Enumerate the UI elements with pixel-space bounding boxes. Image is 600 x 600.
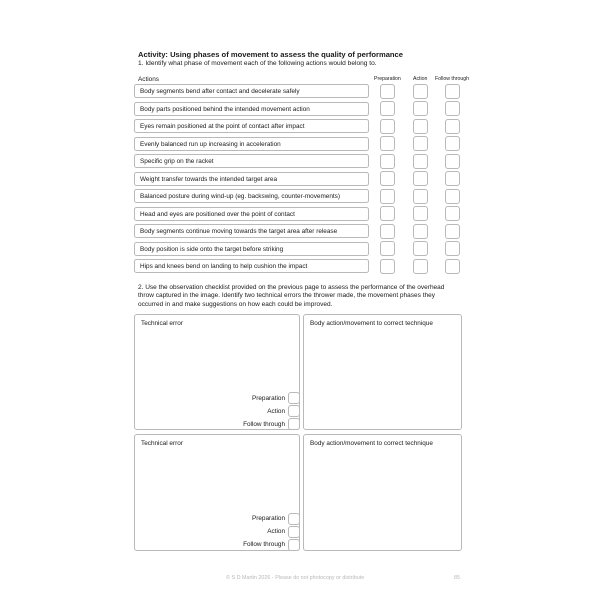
copyright-notice: © S D Martin 2026 - Please do not photocopy or distribute <box>226 575 365 581</box>
action-row: Balanced posture during wind-up (eg. backswing, counter-movements) <box>134 189 369 203</box>
preparation-checkbox[interactable] <box>380 119 395 134</box>
action-checkbox[interactable] <box>413 206 428 221</box>
follow-through-checkbox[interactable] <box>445 259 460 274</box>
panel2-follow-through-checkbox[interactable] <box>288 539 300 551</box>
follow-through-checkbox[interactable] <box>445 119 460 134</box>
action-checkbox[interactable] <box>413 119 428 134</box>
action-checkbox[interactable] <box>413 136 428 151</box>
action-row: Evenly balanced run up increasing in acceleration <box>134 137 369 151</box>
action-row: Body segments bend after contact and decelerate safely <box>134 84 369 98</box>
action-checkbox[interactable] <box>413 189 428 204</box>
technical-error-label-1: Technical error <box>141 320 183 327</box>
actions-header: Actions <box>138 76 159 83</box>
action-row: Weight transfer towards the intended target area <box>134 172 369 186</box>
action-row: Body parts positioned behind the intended movement action <box>134 102 369 116</box>
activity-instruction: 1. Identify what phase of movement each of the following actions would belong to. <box>138 60 377 67</box>
preparation-checkbox[interactable] <box>380 241 395 256</box>
action-checkbox[interactable] <box>413 259 428 274</box>
action-checkbox[interactable] <box>413 154 428 169</box>
phase-label-action-1: Action <box>267 408 285 415</box>
action-checkbox[interactable] <box>413 84 428 99</box>
preparation-checkbox[interactable] <box>380 136 395 151</box>
header-follow-through: Follow through <box>435 76 470 82</box>
correction-panel-2[interactable] <box>303 434 462 551</box>
preparation-checkbox[interactable] <box>380 84 395 99</box>
preparation-checkbox[interactable] <box>380 224 395 239</box>
technical-error-panel-2[interactable] <box>134 434 300 551</box>
header-action: Action <box>413 76 428 82</box>
follow-through-checkbox[interactable] <box>445 154 460 169</box>
phase-label-action-2: Action <box>267 528 285 535</box>
correction-label-2: Body action/movement to correct technique <box>310 440 433 447</box>
preparation-checkbox[interactable] <box>380 171 395 186</box>
correction-panel-1[interactable] <box>303 314 462 430</box>
preparation-checkbox[interactable] <box>380 101 395 116</box>
preparation-checkbox[interactable] <box>380 154 395 169</box>
panel1-preparation-checkbox[interactable] <box>288 392 300 404</box>
follow-through-checkbox[interactable] <box>445 206 460 221</box>
panel2-preparation-checkbox[interactable] <box>288 513 300 525</box>
action-checkbox[interactable] <box>413 224 428 239</box>
panel1-action-checkbox[interactable] <box>288 405 300 417</box>
technical-error-panel-1[interactable] <box>134 314 300 430</box>
header-preparation: Preparation <box>374 76 401 82</box>
action-row: Body position is side onto the target before striking <box>134 242 369 256</box>
phase-label-follow-through-1: Follow through <box>243 421 285 428</box>
follow-through-checkbox[interactable] <box>445 171 460 186</box>
correction-label-1: Body action/movement to correct technique <box>310 320 433 327</box>
preparation-checkbox[interactable] <box>380 259 395 274</box>
question-2-text: 2. Use the observation checklist provided on the previous page to assess the performance of the overhead throw captured in the image. Identify two technical errors the thrower made, the movement phases they occurred in and make suggestions on how each could be improved. <box>138 284 445 308</box>
action-checkbox[interactable] <box>413 171 428 186</box>
activity-title: Activity: Using phases of movement to assess the quality of performance <box>138 50 404 59</box>
preparation-checkbox[interactable] <box>380 189 395 204</box>
phase-label-follow-through-2: Follow through <box>243 541 285 548</box>
follow-through-checkbox[interactable] <box>445 241 460 256</box>
follow-through-checkbox[interactable] <box>445 84 460 99</box>
action-row: Head and eyes are positioned over the point of contact <box>134 207 369 221</box>
action-row: Specific grip on the racket <box>134 154 369 168</box>
phase-label-preparation-2: Preparation <box>251 515 285 522</box>
follow-through-checkbox[interactable] <box>445 189 460 204</box>
panel1-follow-through-checkbox[interactable] <box>288 418 300 430</box>
follow-through-checkbox[interactable] <box>445 136 460 151</box>
action-checkbox[interactable] <box>413 101 428 116</box>
action-checkbox[interactable] <box>413 241 428 256</box>
action-row: Body segments continue moving towards the target area after release <box>134 224 369 238</box>
page-number: 85 <box>454 575 460 581</box>
action-row: Eyes remain positioned at the point of contact after impact <box>134 119 369 133</box>
panel2-action-checkbox[interactable] <box>288 526 300 538</box>
follow-through-checkbox[interactable] <box>445 224 460 239</box>
phase-label-preparation-1: Preparation <box>251 395 285 402</box>
preparation-checkbox[interactable] <box>380 206 395 221</box>
follow-through-checkbox[interactable] <box>445 101 460 116</box>
action-row: Hips and knees bend on landing to help cushion the impact <box>134 259 369 273</box>
technical-error-label-2: Technical error <box>141 440 183 447</box>
